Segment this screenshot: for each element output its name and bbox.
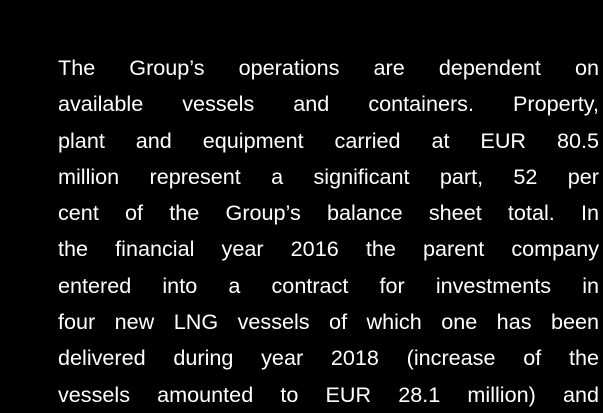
paragraph-line: The Group’s operations are dependent on bbox=[58, 55, 599, 80]
paragraph-line: four new LNG vessels of which one has been bbox=[58, 309, 599, 335]
paragraph-line: delivered during year 2018 (increase of the bbox=[58, 345, 599, 371]
body-paragraph bbox=[58, 50, 599, 413]
paragraph-line: million represent a significant part, 52 per bbox=[58, 163, 599, 189]
paragraph-line: vessels amounted to EUR 28.1 million) and bbox=[58, 381, 599, 407]
paragraph-line: plant and equipment carried at EUR 80.5 bbox=[58, 127, 599, 153]
paragraph-line: available vessels and containers. Property, bbox=[58, 91, 599, 117]
paragraph-line: cent of the Group’s balance sheet total. In bbox=[58, 200, 599, 226]
paragraph-line: the financial year 2016 the parent company bbox=[58, 236, 599, 262]
paragraph-line: entered into a contract for investments in bbox=[58, 272, 599, 298]
